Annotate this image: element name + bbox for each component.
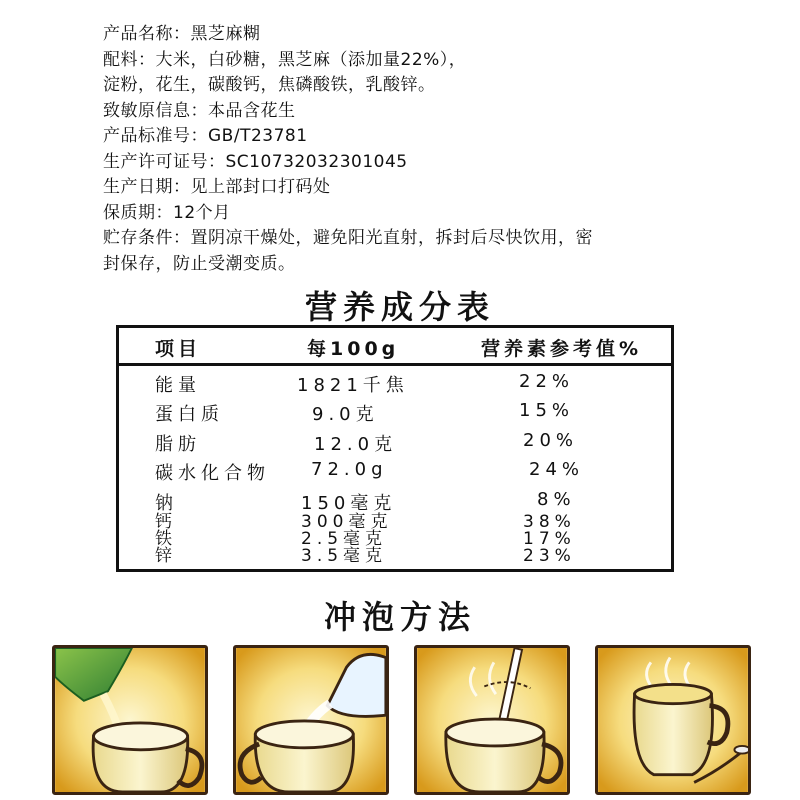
row-value: 9.0克 [312, 404, 379, 425]
row-nrv: 38% [523, 512, 576, 532]
brew-step-4 [595, 645, 751, 795]
info-storage-cont: 封保存，防止受潮变质。 [103, 253, 296, 274]
row-value: 72.0g [311, 459, 388, 480]
row-item: 脂肪 [155, 434, 201, 455]
row-nrv: 20% [523, 430, 579, 451]
header-item: 项目 [155, 338, 202, 360]
row-nrv: 24% [529, 459, 585, 480]
brew-step-1 [52, 645, 208, 795]
row-nrv: 8% [537, 489, 576, 510]
row-nrv: 15% [519, 400, 575, 421]
row-value: 300毫克 [301, 512, 393, 532]
info-shelf-life: 保质期：12个月 [103, 202, 231, 223]
stir-cup-icon [417, 648, 567, 792]
row-item: 钙 [155, 512, 177, 532]
row-item: 蛋白质 [155, 404, 224, 425]
info-allergen: 致敏原信息：本品含花生 [103, 100, 296, 121]
info-storage: 贮存条件：置阴凉干燥处，避免阳光直射，拆封后尽快饮用，密 [103, 228, 593, 248]
brewing-title: 冲泡方法 [323, 598, 476, 636]
brew-step-3 [414, 645, 570, 795]
row-value: 150毫克 [301, 493, 397, 514]
row-item: 铁 [155, 529, 177, 549]
info-standard: 产品标准号：GB/T23781 [103, 126, 308, 146]
nutrition-title: 营养成分表 [304, 288, 495, 326]
info-ingredients-cont: 淀粉，花生，碳酸钙，焦磷酸铁，乳酸锌。 [103, 75, 436, 95]
info-production-date: 生产日期：见上部封口打码处 [103, 177, 331, 197]
info-product-name: 产品名称：黑芝麻糊 [103, 24, 261, 44]
row-value: 2.5毫克 [301, 529, 388, 549]
info-license: 生产许可证号：SC10732032301045 [103, 151, 408, 172]
pour-water-into-cup-icon [236, 648, 386, 792]
brew-step-2 [233, 645, 389, 795]
ready-to-drink-cup-icon [598, 648, 748, 792]
header-nrv: 营养素参考值% [481, 338, 643, 360]
product-info [103, 22, 703, 277]
row-item: 能量 [155, 375, 201, 396]
row-item: 碳水化合物 [155, 463, 270, 484]
header-per100g: 每100g [307, 338, 400, 360]
pour-powder-into-cup-icon [55, 648, 205, 792]
info-ingredients: 配料：大米，白砂糖，黑芝麻（添加量22%）， [103, 49, 467, 70]
row-nrv: 22% [519, 371, 575, 392]
row-nrv: 23% [523, 546, 576, 566]
nutrition-table-header [119, 328, 671, 366]
row-nrv: 17% [523, 529, 576, 549]
row-value: 12.0克 [314, 434, 398, 455]
row-value: 1821千焦 [297, 375, 409, 396]
nutrition-table [116, 325, 674, 572]
row-item: 锌 [155, 546, 177, 566]
row-item: 钠 [155, 493, 178, 514]
brewing-steps [0, 645, 800, 795]
row-value: 3.5毫克 [301, 546, 388, 566]
